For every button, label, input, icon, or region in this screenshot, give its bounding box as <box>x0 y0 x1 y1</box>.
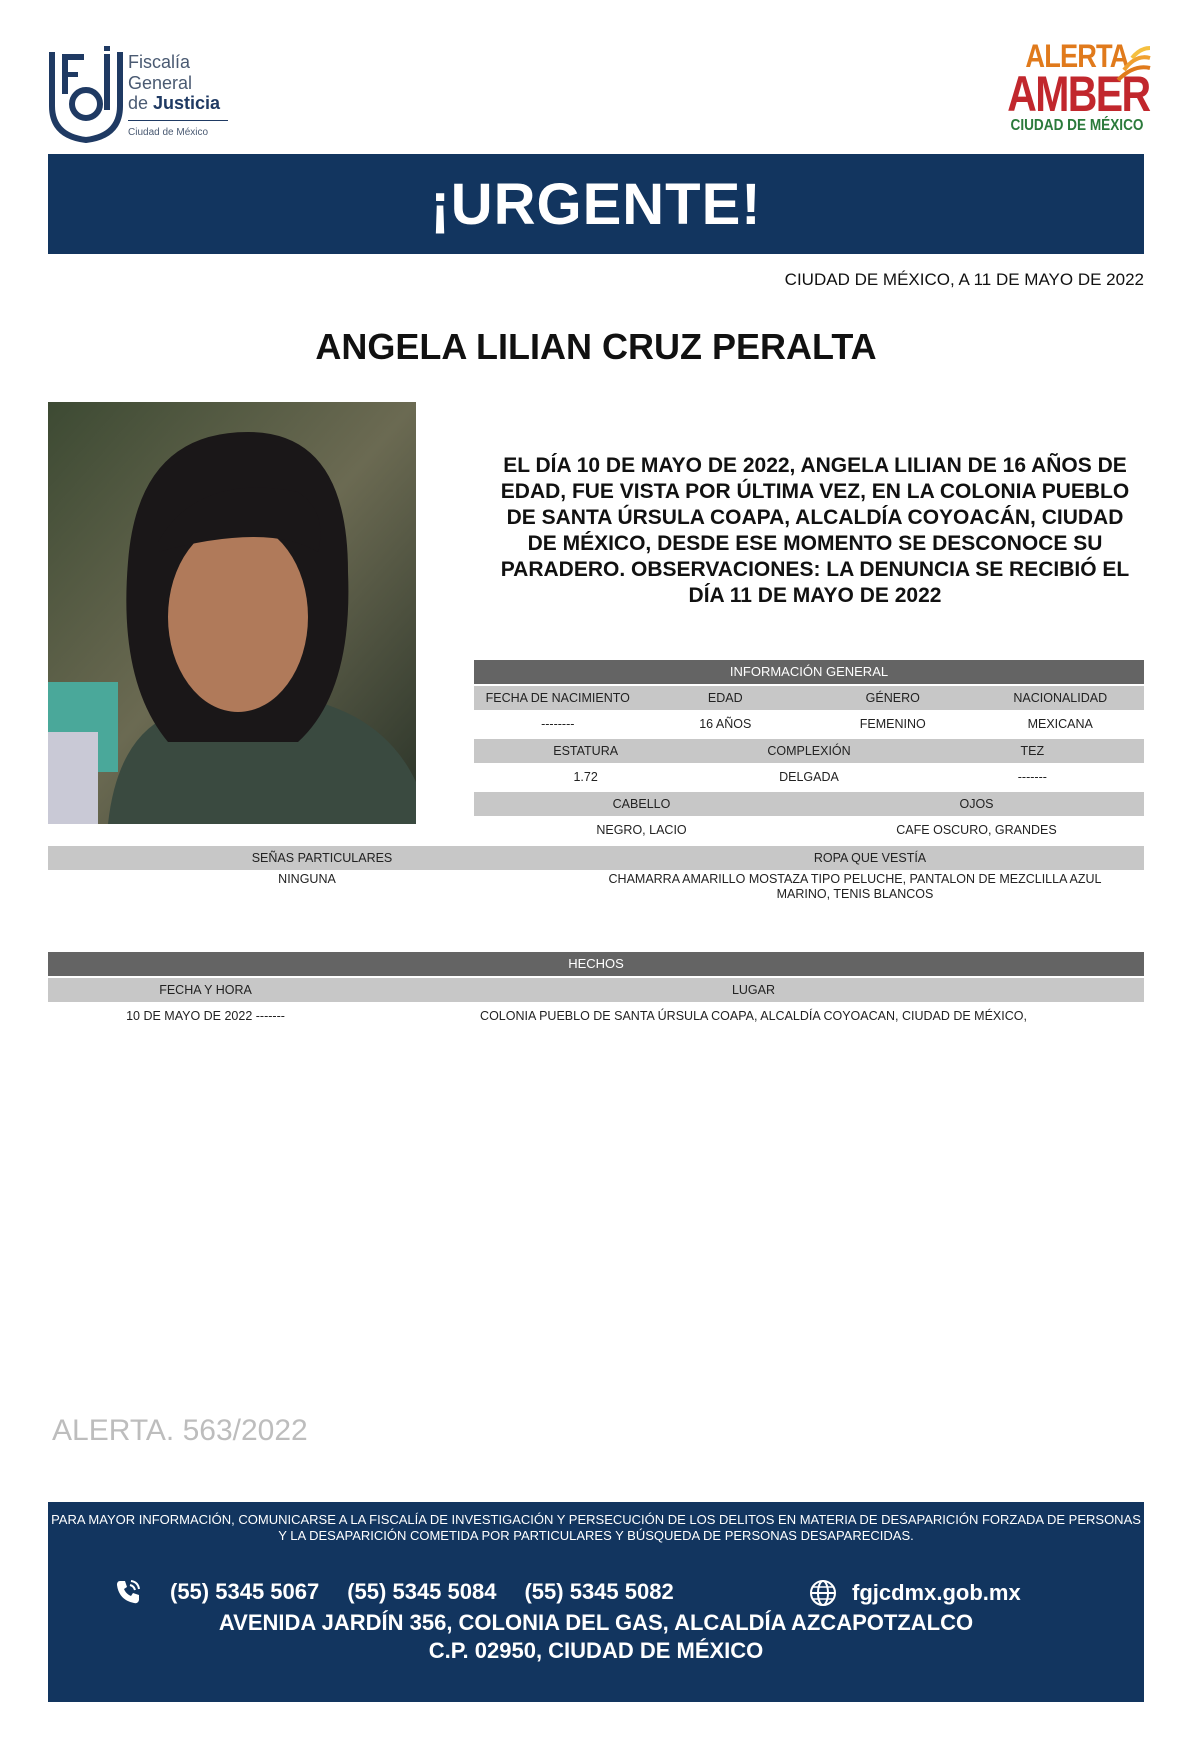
person-name: ANGELA LILIAN CRUZ PERALTA <box>315 326 877 367</box>
header-age: EDAD <box>707 691 743 705</box>
fgj-line3b: Justicia <box>153 93 221 114</box>
hechos-values <box>48 1004 1144 1028</box>
info-title: INFORMACIÓN GENERAL <box>474 660 1144 684</box>
fgj-line3 <box>128 93 228 114</box>
value-place: COLONIA PUEBLO DE SANTA ÚRSULA COAPA, ALCALDÍA COYOACAN, CIUDAD DE MÉXICO, <box>480 1009 1027 1023</box>
fgj-line3a: de <box>128 93 154 114</box>
header-nationality: NACIONALIDAD <box>1013 691 1108 705</box>
info-row4-values <box>48 872 1144 906</box>
fgj-logo-text <box>128 52 228 139</box>
contact-footer <box>48 1502 1144 1702</box>
document-date: CIUDAD DE MÉXICO, A 11 DE MAYO DE 2022 <box>784 270 1144 289</box>
info-row1-values <box>474 712 1144 736</box>
address-line1: AVENIDA JARDÍN 356, COLONIA DEL GAS, ALCALDÍA AZCAPOTZALCO <box>218 1610 974 1635</box>
header-birthdate: FECHA DE NACIMIENTO <box>485 691 630 705</box>
footer-info: PARA MAYOR INFORMACIÓN, COMUNICARSE A LA FISCALÍA DE INVESTIGACIÓN Y PERSECUCIÓN DE LOS DELITOS EN MATERIA DE DESAPARICIÓN FORZADA DE PERSONAS Y LA DESAPARICIÓN COMETIDA POR PARTICULARES Y BÚSQUEDA DE PERSONAS DESAPARECIDAS. <box>51 1512 1141 1543</box>
value-datetime: 10 DE MAYO DE 2022 ------- <box>126 1009 285 1023</box>
phone-1[interactable]: (55) 5345 5067 <box>170 1579 320 1604</box>
urgent-banner <box>48 154 1144 254</box>
header-datetime: FECHA Y HORA <box>159 983 252 997</box>
header-complexion: TEZ <box>1020 744 1045 758</box>
value-build: DELGADA <box>779 770 839 784</box>
fgj-emblem-icon <box>48 44 124 144</box>
fgj-line2: General <box>128 72 193 93</box>
value-age: 16 AÑOS <box>699 717 752 731</box>
header-eyes: OJOS <box>959 797 994 811</box>
header-clothing: ROPA QUE VESTÍA <box>813 851 927 865</box>
phone-3[interactable]: (55) 5345 5082 <box>524 1579 674 1604</box>
fgj-line4: Ciudad de México <box>128 120 228 139</box>
footer-phones <box>114 1578 674 1606</box>
amber-line3: CIUDAD DE MÉXICO <box>1010 117 1144 134</box>
phone-icon <box>114 1578 142 1606</box>
address-line2: C.P. 02950, CIUDAD DE MÉXICO <box>428 1638 764 1663</box>
header-marks: SEÑAS PARTICULARES <box>251 851 393 865</box>
value-marks: NINGUNA <box>278 872 336 886</box>
value-complexion: ------- <box>1017 770 1047 784</box>
person-photo <box>48 402 416 824</box>
hechos-title: HECHOS <box>48 952 1144 976</box>
fgj-line1: Fiscalía <box>128 52 191 72</box>
globe-icon <box>808 1578 838 1608</box>
value-eyes: CAFE OSCURO, GRANDES <box>896 823 1057 837</box>
hechos-headers <box>48 978 1144 1002</box>
value-nationality: MEXICANA <box>1027 717 1093 731</box>
header-gender: GÉNERO <box>865 691 920 705</box>
amber-line2: AMBER <box>1007 66 1150 122</box>
value-hair: NEGRO, LACIO <box>596 823 687 837</box>
header-height: ESTATURA <box>553 744 619 758</box>
header-hair: CABELLO <box>612 797 671 811</box>
value-height: 1.72 <box>573 770 598 784</box>
header-place: LUGAR <box>731 983 776 997</box>
value-birthdate: -------- <box>541 717 575 731</box>
urgent-title: ¡URGENTE! <box>430 171 762 237</box>
info-row1-headers <box>474 686 1144 710</box>
header-build: COMPLEXIÓN <box>767 744 851 758</box>
alert-number: ALERTA. 563/2022 <box>52 1414 308 1447</box>
amber-signal-icon <box>1114 44 1154 84</box>
phone-2[interactable]: (55) 5345 5084 <box>347 1579 497 1604</box>
value-gender: FEMENINO <box>859 717 926 731</box>
footer-website <box>808 1578 1021 1608</box>
amber-line1: ALERTA <box>1025 38 1129 74</box>
info-row3-headers <box>474 792 1144 816</box>
info-row3-values <box>474 818 1144 842</box>
website-link[interactable]: fgjcdmx.gob.mx <box>852 1580 1021 1605</box>
alerta-amber-logo <box>992 40 1162 146</box>
value-clothing: CHAMARRA AMARILLO MOSTAZA TIPO PELUCHE, PANTALON DE MEZCLILLA AZUL MARINO, TENIS BLANCOS <box>608 872 1102 901</box>
info-row2-headers <box>474 739 1144 763</box>
photo-image <box>48 402 416 824</box>
info-row4-headers <box>48 846 1144 870</box>
info-row2-values <box>474 765 1144 789</box>
case-description: EL DÍA 10 DE MAYO DE 2022, ANGELA LILIAN DE 16 AÑOS DE EDAD, FUE VISTA POR ÚLTIMA VEZ, EN LA COLONIA PUEBLO DE SANTA ÚRSULA COAPA, ALCALDÍA COYOACÁN, CIUDAD DE MÉXICO, DESDE ESE MOMENTO SE DESCONOCE SU PARADERO. OBSERVACIONES: LA DENUNCIA SE RECIBIÓ EL DÍA 11 DE MAYO DE 2022 <box>500 454 1130 607</box>
